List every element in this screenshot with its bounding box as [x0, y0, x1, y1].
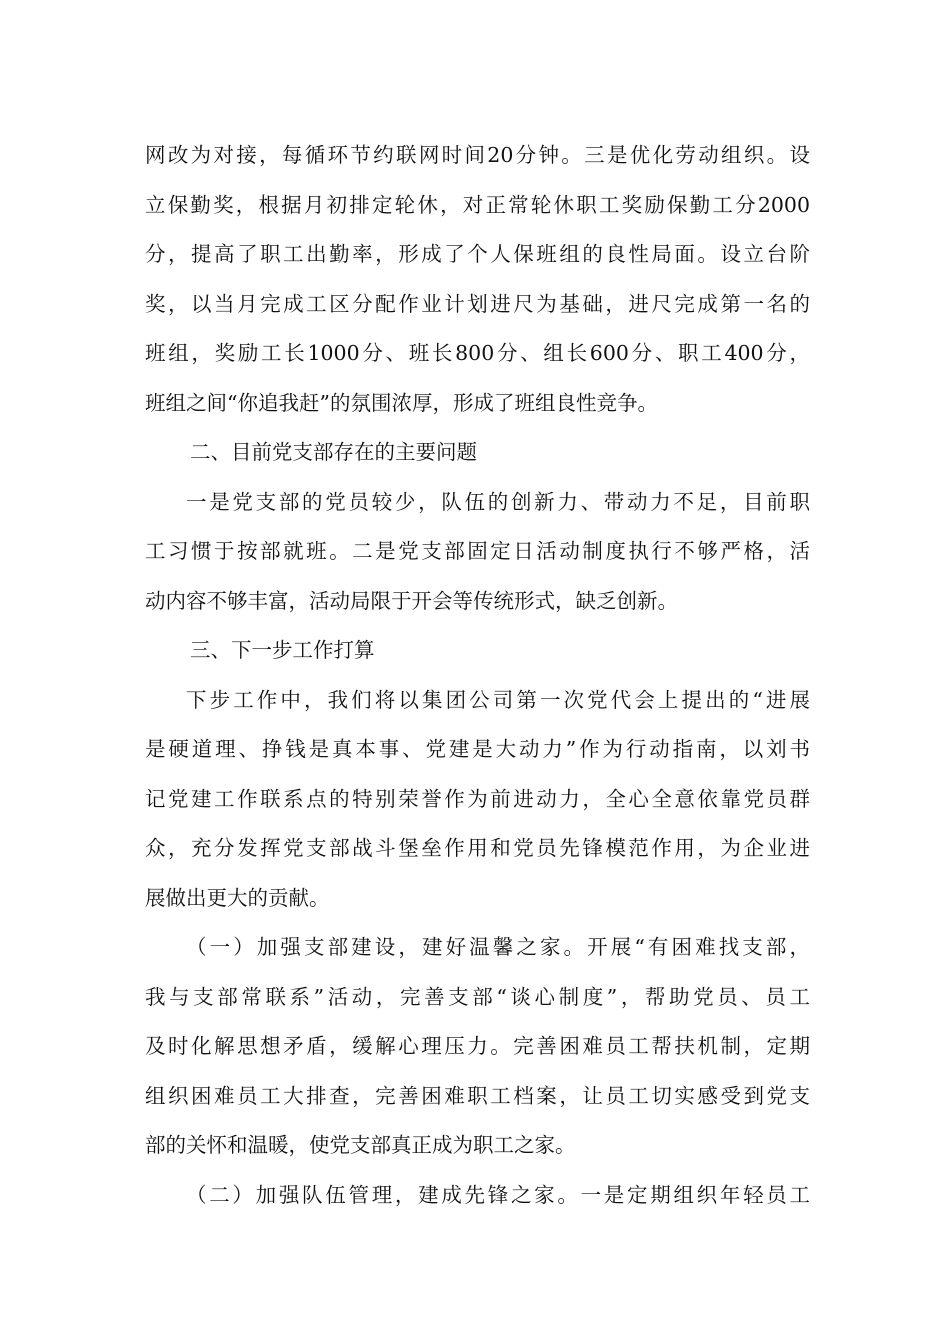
text-line: 及时化解思想矛盾，缓解心理压力。完善困难员工帮扶机制，定期 — [145, 1034, 810, 1058]
text-line: 记党建工作联系点的特别荣誉作为前进动力，全心全意依靠党员群 — [145, 786, 810, 811]
text-line: 展做出更大的贡献。 — [145, 885, 330, 910]
text-line: 班组之间“你追我赶”的氛围浓厚，形成了班组良性竞争。 — [145, 390, 658, 415]
paragraph-next-steps — [145, 676, 810, 924]
text-line: 部的关怀和温暖，使党支部真正成为职工之家。 — [145, 1133, 576, 1157]
text-line: （一）加强支部建设，建好温馨之家。开展“有困难找支部， — [186, 935, 810, 959]
section-heading-problems — [145, 428, 810, 478]
text-line: 是硬道理、挣钱是真本事、党建是大动力”作为行动指南，以刘书 — [145, 737, 810, 761]
text-line: 下步工作中，我们将以集团公司第一次党代会上提出的“进展 — [186, 687, 810, 712]
text-line: 奖，以当月完成工区分配作业计划进尺为基础，进尺完成第一名的 — [145, 291, 810, 316]
document-body — [145, 131, 810, 1220]
text-line: 众，充分发挥党支部战斗堡垒作用和党员先锋模范作用，为企业进 — [145, 836, 810, 860]
section-heading-next-steps — [145, 626, 810, 676]
text-line: 立保勤奖，根据月初排定轮休，对正常轮休职工奖励保勤工分2000 — [145, 192, 810, 217]
text-line: 分，提高了职工出勤率，形成了个人保班组的良性局面。设立台阶 — [145, 242, 810, 266]
text-line: 组织困难员工大排查，完善困难职工档案，让员工切实感受到党支 — [145, 1083, 810, 1108]
paragraph-branch-building — [145, 923, 810, 1171]
text-line: 一是党支部的党员较少，队伍的创新力、带动力不足，目前职 — [186, 489, 810, 514]
text-line: 我与支部常联系”活动，完善支部“谈心制度”，帮助党员、员工 — [145, 984, 810, 1009]
text-line: 工习惯于按部就班。二是党支部固定日活动制度执行不够严格，活 — [145, 539, 810, 563]
paragraph-team-management — [145, 1171, 810, 1221]
text-line: 班组，奖励工长1000分、班长800分、组长600分、职工400分， — [145, 341, 810, 365]
paragraph-continuation — [145, 131, 810, 428]
paragraph-problems — [145, 478, 810, 627]
heading-text: 三、下一步工作打算 — [190, 638, 375, 662]
text-line: 动内容不够丰富，活动局限于开会等传统形式，缺乏创新。 — [145, 588, 678, 613]
text-line: 网改为对接，每循环节约联网时间20分钟。三是优化劳动组织。设 — [145, 143, 810, 167]
text-line: （二）加强队伍管理，建成先锋之家。一是定期组织年轻员工 — [186, 1182, 810, 1207]
heading-text: 二、目前党支部存在的主要问题 — [190, 440, 477, 464]
